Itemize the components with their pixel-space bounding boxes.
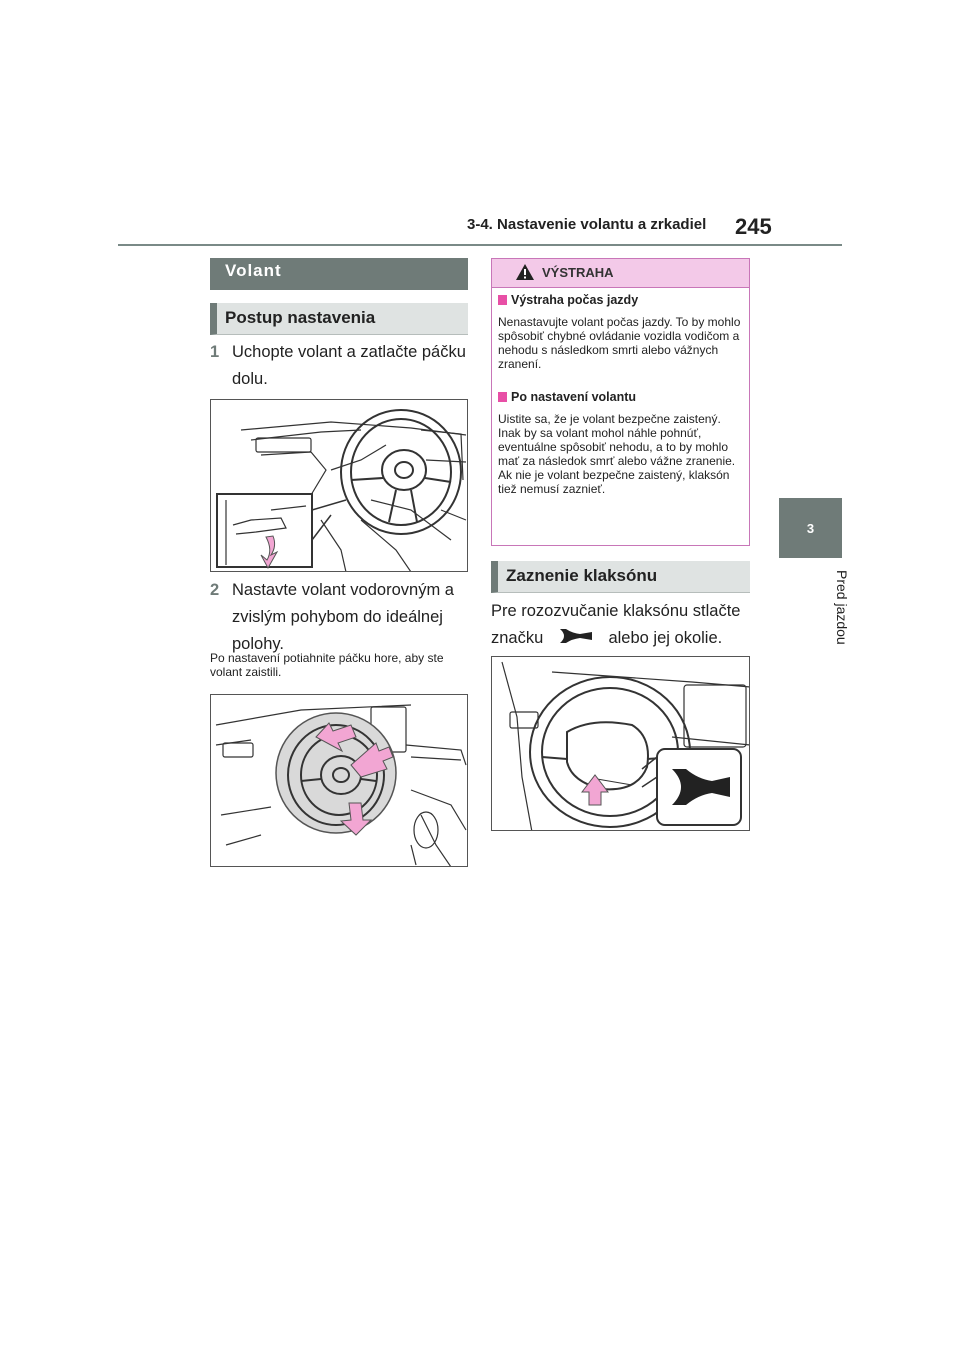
warning-item-2-text: Uistite sa, že je volant bezpečne zaistený. Inak by sa volant mohol náhle pohnúť, eventuálne spôsobiť nehodu, a to by mohlo mať za následok smrť alebo vážne zranenie. Ak nie je volant bezpečne zaistený, klaksón tiež nemusí zaznieť. bbox=[498, 412, 736, 496]
adjustment-note: Po nastavení potiahnite páčku hore, aby ste volant zaistili. bbox=[210, 651, 444, 679]
bullet-square-icon bbox=[498, 392, 507, 402]
subsection-title: Postup nastavenia bbox=[210, 303, 468, 335]
warning-item-1-heading-text: Výstraha počas jazdy bbox=[511, 293, 639, 307]
chapter-tab bbox=[779, 498, 842, 558]
warning-box bbox=[491, 258, 750, 546]
warning-item-1-heading bbox=[498, 293, 638, 307]
figure-adjust-wheel bbox=[210, 694, 468, 867]
chapter-number: 3 bbox=[806, 520, 815, 536]
section-title: Volant bbox=[210, 258, 468, 290]
horn-subsection-title: Zaznenie klaksónu bbox=[491, 561, 750, 593]
horn-press-illustration bbox=[492, 657, 750, 831]
step-2 bbox=[210, 577, 472, 658]
warning-item-2-heading bbox=[498, 390, 636, 404]
bullet-square-icon bbox=[498, 295, 507, 305]
chapter-name: Pred jazdou bbox=[834, 570, 850, 645]
step-text: Uchopte volant a zatlačte páčku dolu. bbox=[232, 343, 466, 388]
running-header: 3-4. Nastavenie volantu a zrkadiel bbox=[467, 216, 707, 233]
step-1 bbox=[210, 339, 472, 393]
horn-instruction bbox=[491, 598, 753, 652]
warning-item-1-text: Nenastavujte volant počas jazdy. To by mohlo spôsobiť chybné ovládanie vozidla vodičom a nehodu s následkom smrti alebo vážnych zranení. bbox=[498, 315, 741, 371]
warning-triangle-icon bbox=[515, 263, 535, 281]
wheel-adjustment-illustration bbox=[211, 695, 468, 867]
figure-tilt-lever bbox=[210, 399, 468, 572]
horn-text-after: alebo jej okolie. bbox=[608, 629, 723, 647]
tilt-lever-illustration bbox=[211, 400, 468, 572]
warning-title: VÝSTRAHA bbox=[542, 265, 614, 280]
step-text: Nastavte volant vodorovným a zvislým pohybom do ideálnej polohy. bbox=[232, 581, 454, 653]
warning-header bbox=[492, 259, 749, 288]
figure-horn bbox=[491, 656, 750, 831]
horn-text-before: Pre rozozvučanie klaksónu stlačte značku bbox=[491, 602, 741, 647]
page-number: 245 bbox=[735, 214, 772, 239]
step-number: 2 bbox=[210, 581, 220, 599]
warning-item-2-heading-text: Po nastavení volantu bbox=[511, 390, 637, 404]
step-number: 1 bbox=[210, 343, 220, 361]
horn-icon bbox=[556, 626, 596, 646]
header-rule bbox=[118, 244, 842, 246]
